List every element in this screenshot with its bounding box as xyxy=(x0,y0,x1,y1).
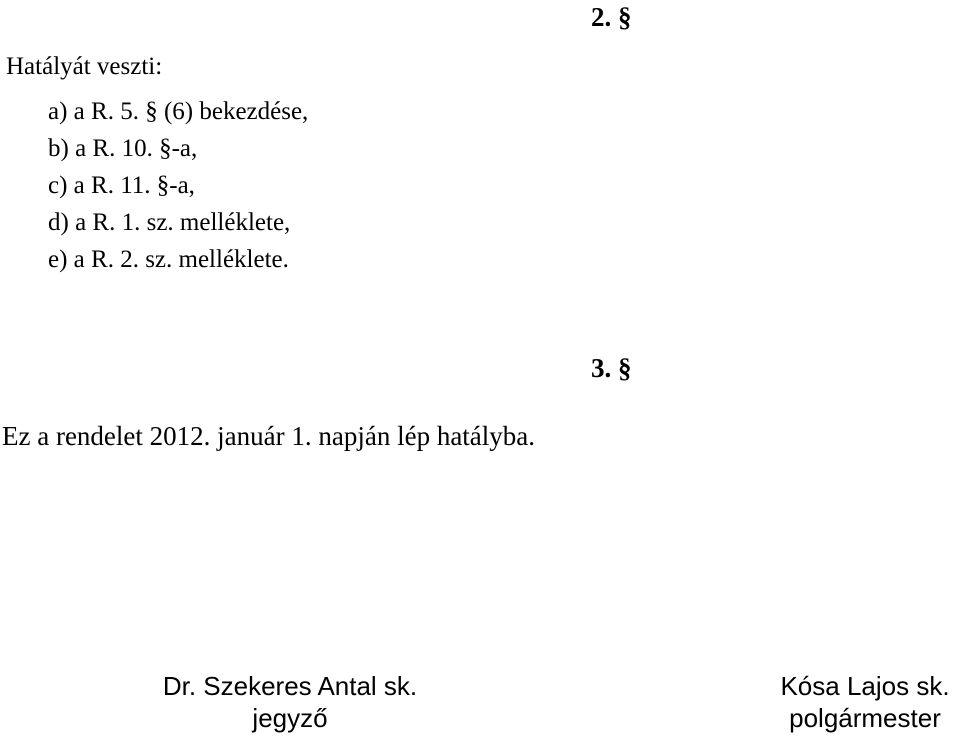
list-item: a) a R. 5. § (6) bekezdése, xyxy=(48,98,309,125)
list-item: d) a R. 1. sz. melléklete, xyxy=(48,209,291,236)
repeal-intro: Hatályát veszti: xyxy=(6,53,163,80)
signature-name: Dr. Szekeres Antal sk. xyxy=(162,671,418,701)
section-3-heading: 3. § xyxy=(591,353,632,383)
repeal-list xyxy=(48,93,308,278)
list-item: c) a R. 11. §-a, xyxy=(48,172,195,199)
signature-title: jegyző xyxy=(252,703,328,733)
signature-title: polgármester xyxy=(789,703,941,733)
signature-notary xyxy=(150,670,430,734)
section-2-heading: 2. § xyxy=(591,2,632,32)
list-item: b) a R. 10. §-a, xyxy=(48,135,198,162)
list-item: e) a R. 2. sz. melléklete. xyxy=(48,246,289,273)
signature-mayor xyxy=(770,670,960,734)
effective-date-text: Ez a rendelet 2012. január 1. napján lép hatályba. xyxy=(2,421,536,451)
signature-name: Kósa Lajos sk. xyxy=(780,671,950,701)
